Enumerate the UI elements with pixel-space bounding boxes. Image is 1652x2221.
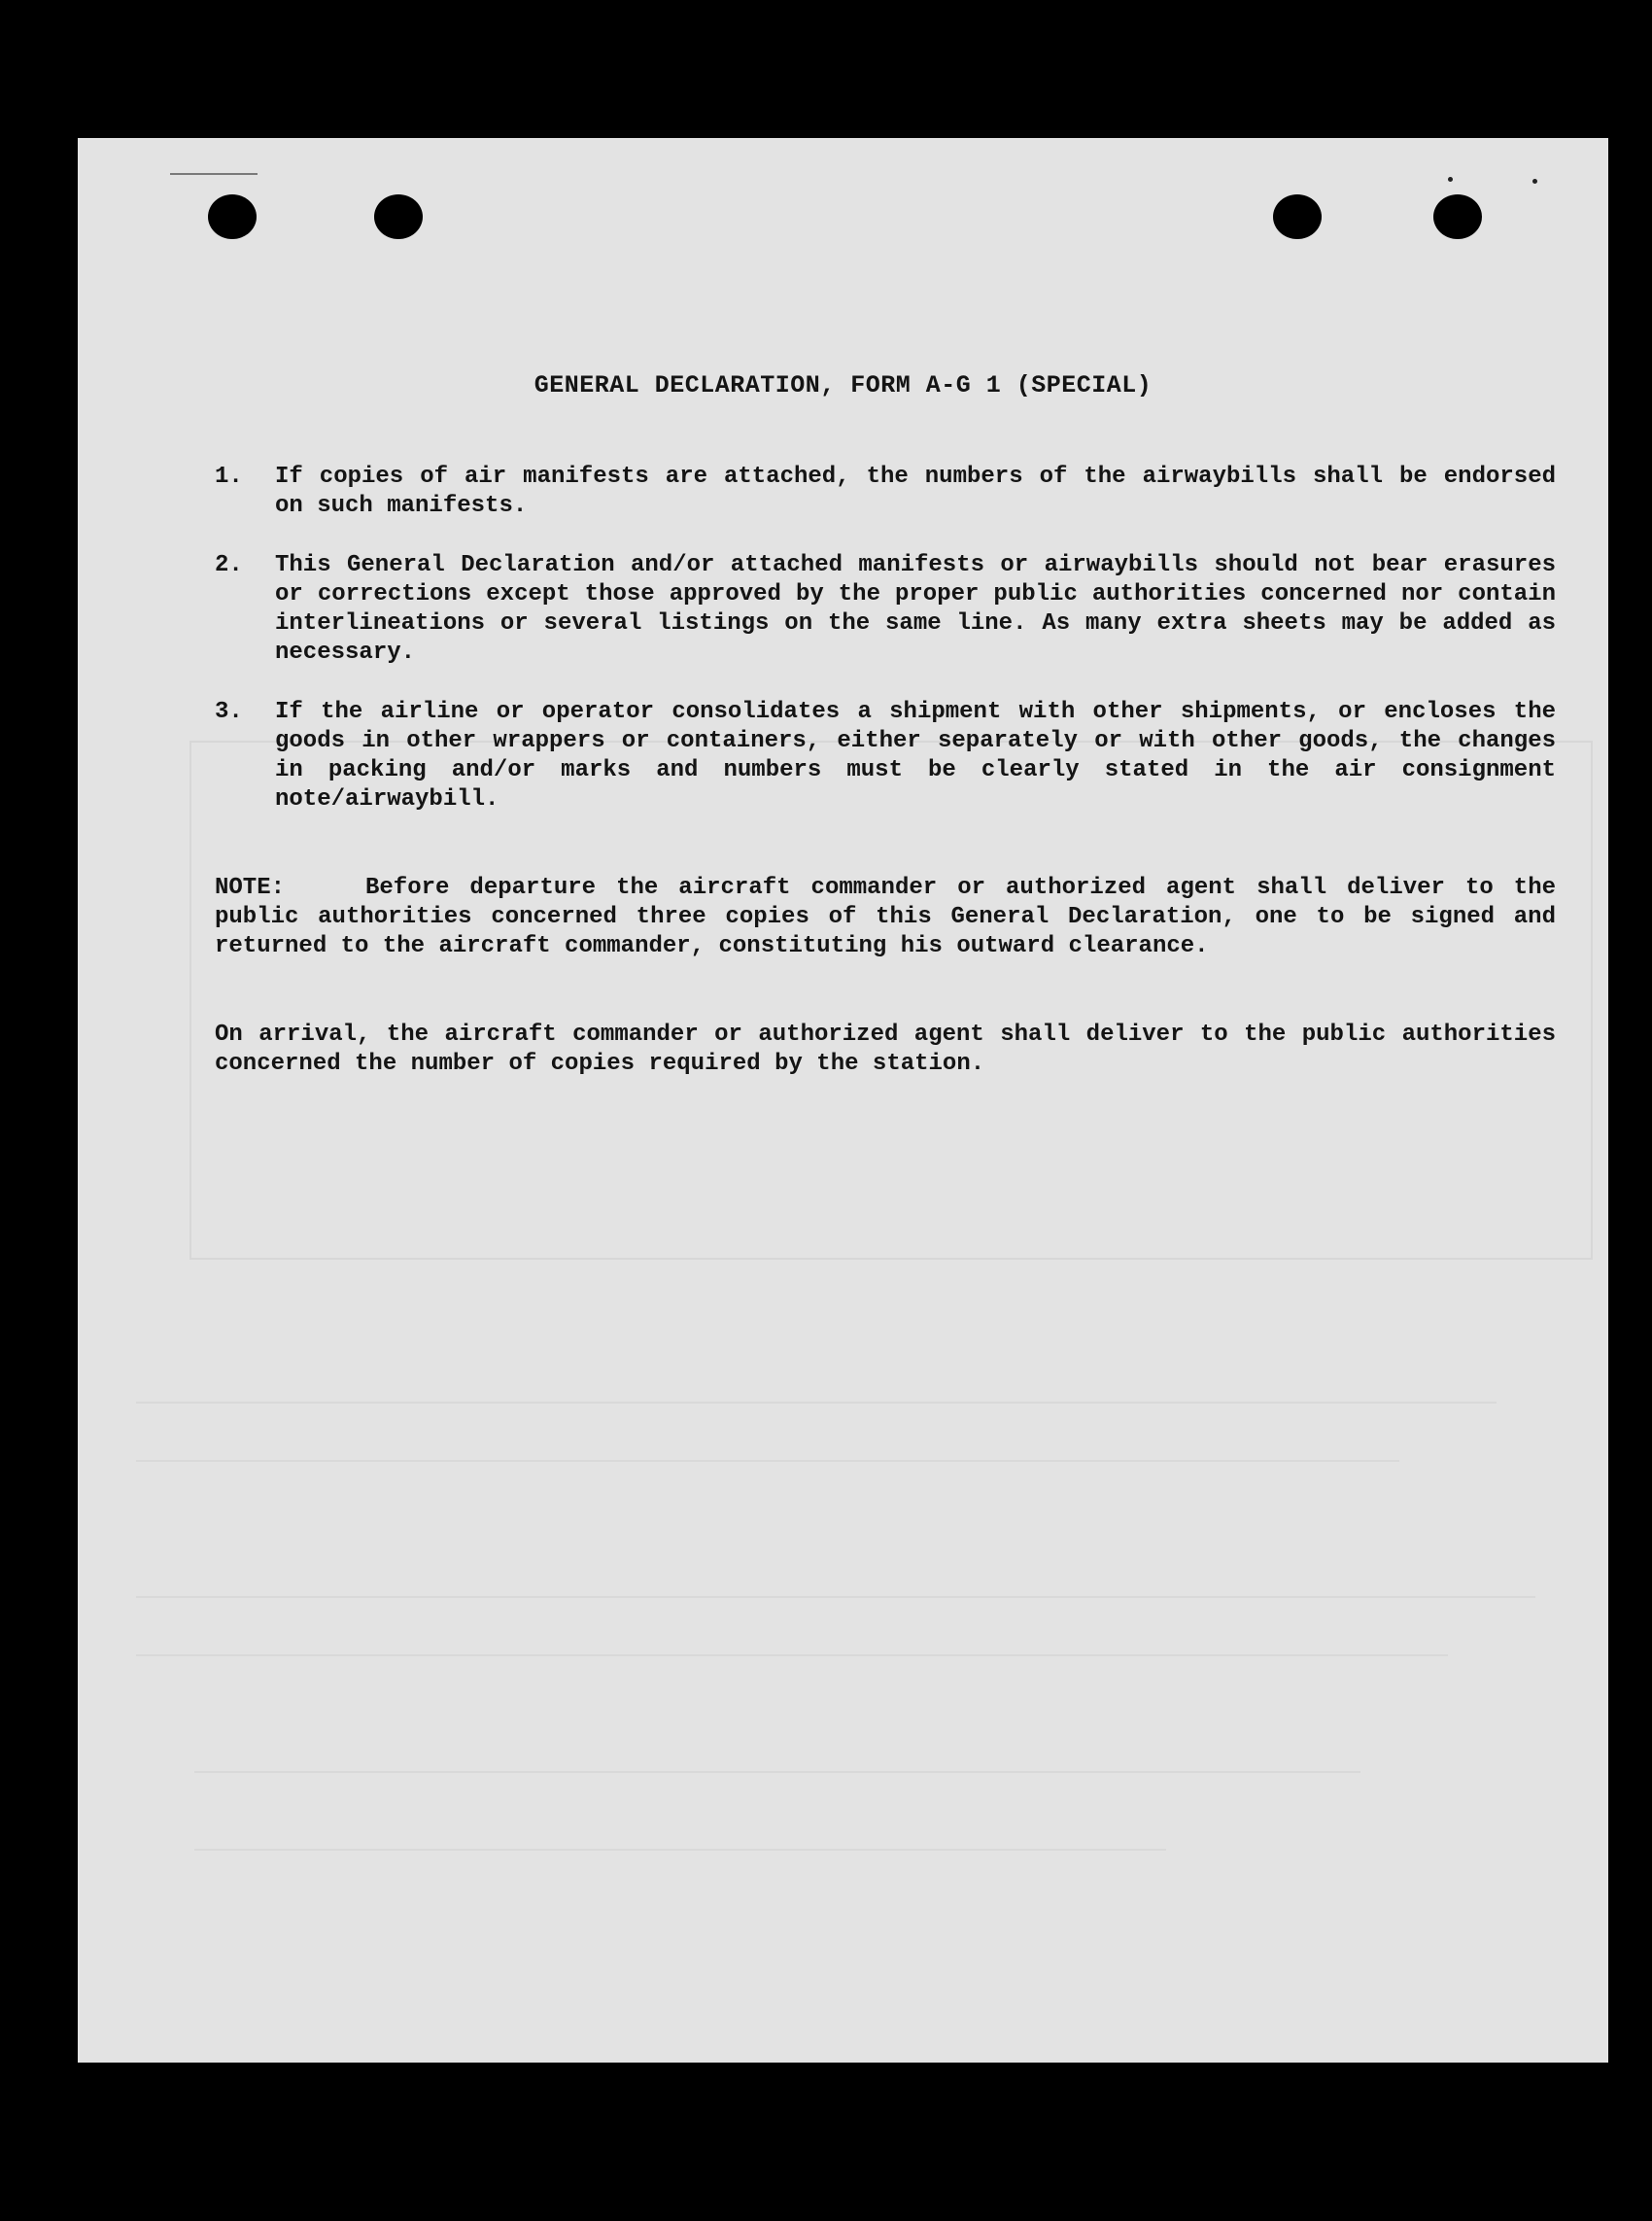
- item-text: This General Declaration and/or attached manifests or airwaybills should not bear erasures or corrections except those approved by the proper public authorities concerned nor contain interlineations or several listings on the same line. As many extra sheets may be added as necessary.: [275, 552, 1556, 666]
- list-item: [215, 463, 1556, 521]
- note-paragraph: [215, 874, 1556, 961]
- item-text: If copies of air manifests are attached, the numbers of the airwaybills shall be endorsed on such manifests.: [275, 464, 1556, 519]
- item-number: 1.: [215, 464, 243, 490]
- note-label: NOTE:: [215, 875, 286, 901]
- punch-hole: [1273, 194, 1322, 239]
- arrival-paragraph: On arrival, the aircraft commander or authorized agent shall deliver to the public authorities concerned the number of copies required by the station.: [215, 1022, 1556, 1077]
- punch-hole: [374, 194, 423, 239]
- item-number: 3.: [215, 699, 243, 725]
- item-number: 2.: [215, 552, 243, 578]
- punch-hole: [1433, 194, 1482, 239]
- punch-hole: [208, 194, 257, 239]
- list-item: [215, 698, 1556, 815]
- list-item: [215, 551, 1556, 668]
- bleed-through-line: [136, 1460, 1399, 1462]
- bleed-through-line: [194, 1771, 1360, 1773]
- bleed-through-line: [136, 1654, 1448, 1656]
- document-title: GENERAL DECLARATION, FORM A-G 1 (SPECIAL): [533, 371, 1153, 399]
- speck: [1448, 177, 1453, 182]
- bleed-through-box: [189, 741, 1593, 1260]
- note-text: Before departure the aircraft commander or authorized agent shall deliver to the public authorities concerned three copies of this General Declaration, one to be signed and returned to the aircraft commander, constituting his outward clearance.: [215, 875, 1556, 959]
- bleed-through-line: [194, 1849, 1166, 1851]
- speck: [1532, 179, 1537, 184]
- bleed-through-line: [136, 1402, 1497, 1404]
- document-page: [78, 138, 1608, 2063]
- bleed-through-line: [136, 1596, 1535, 1598]
- scuff-mark: [170, 173, 258, 175]
- item-text: If the airline or operator consolidates a shipment with other shipments, or encloses the goods in other wrappers or containers, either separately or with other goods, the changes in packing and/or marks and numbers must be clearly stated in the air consignment note/airwaybill.: [275, 699, 1556, 813]
